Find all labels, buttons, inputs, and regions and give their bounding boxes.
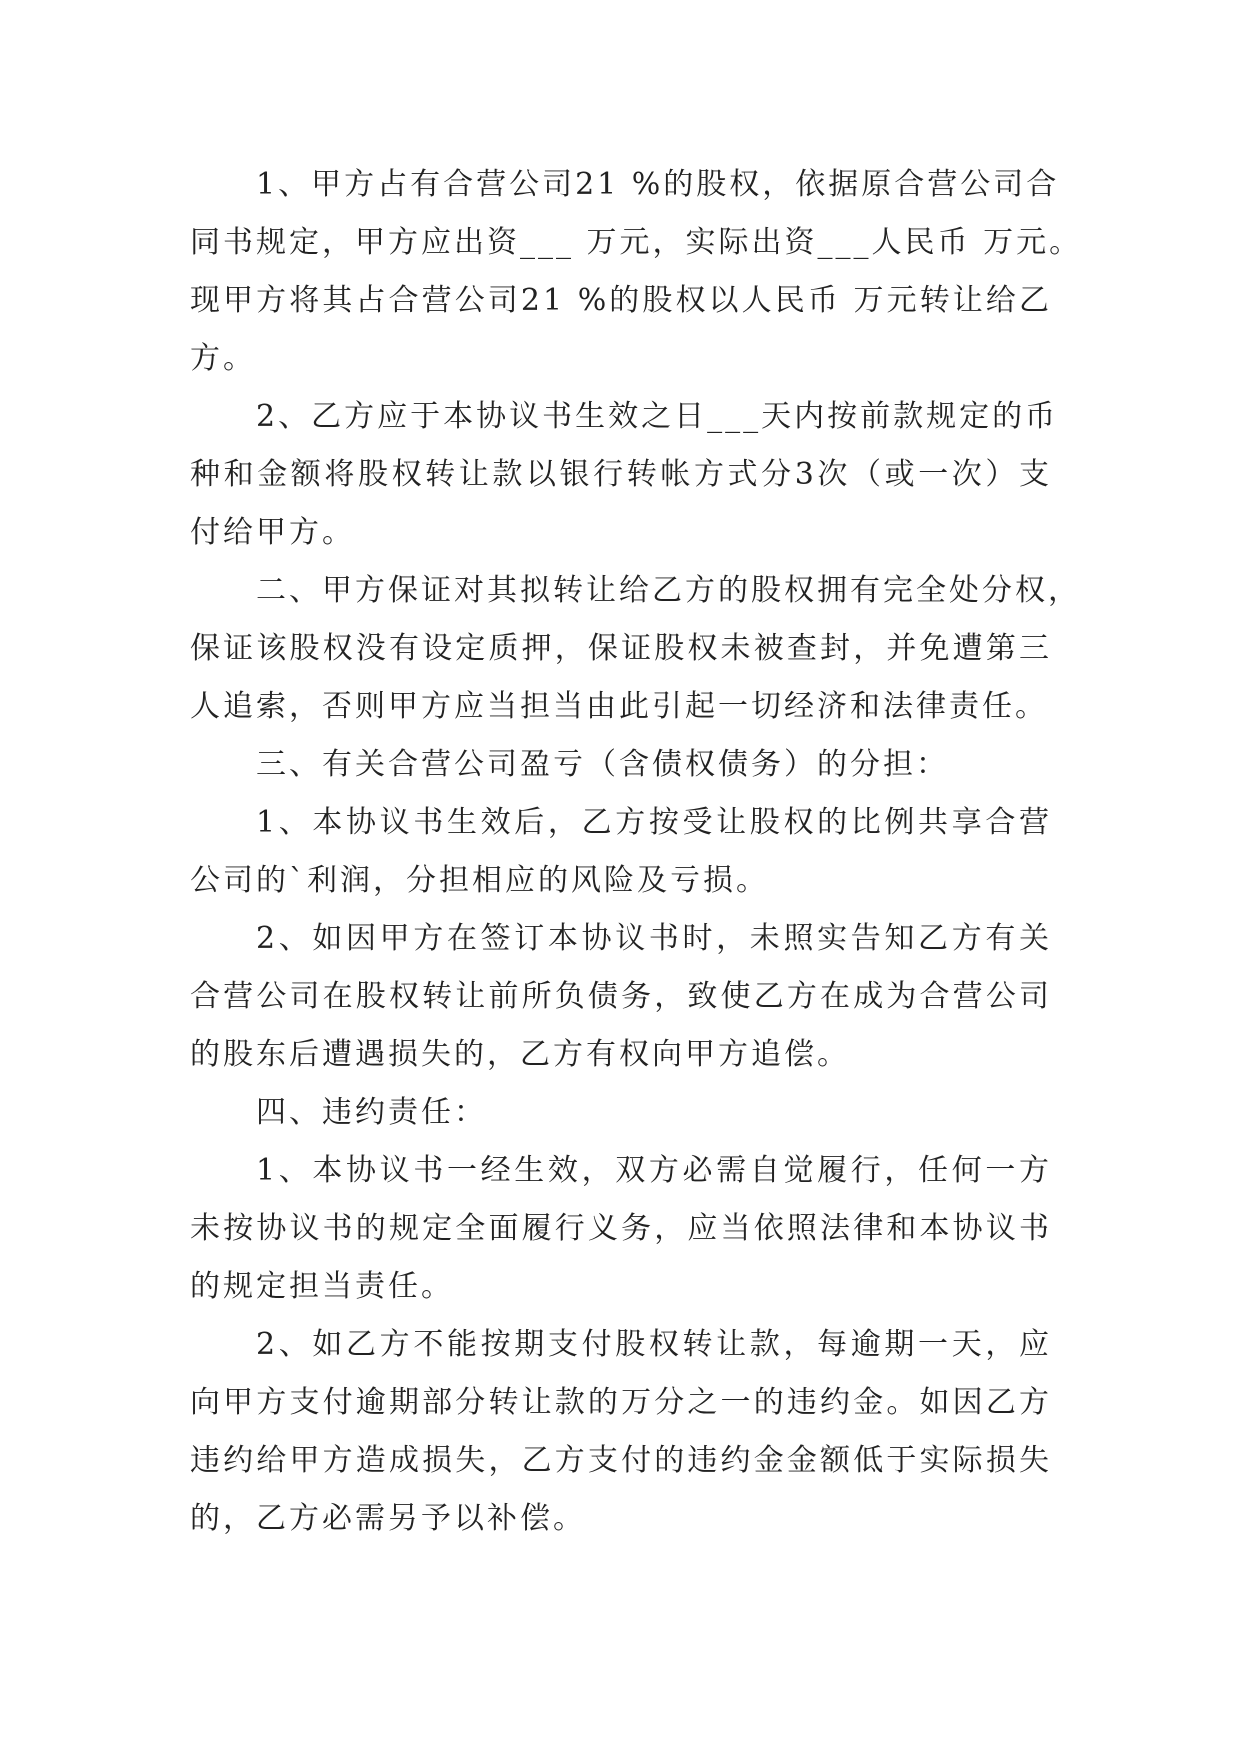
- paragraph-line: 2、如乙方不能按期支付股权转让款，每逾期一天，应: [256, 1327, 1052, 1362]
- document-body: [190, 156, 1083, 1548]
- paragraph-profit-sharing: [190, 794, 1052, 910]
- section-heading-breach: [190, 1084, 1052, 1142]
- paragraph-debt-disclosure: [190, 910, 1052, 1084]
- paragraph-line: 违约给甲方造成损失，乙方支付的违约金金额低于实际损失: [190, 1443, 1052, 1478]
- paragraph-payment-terms: [190, 388, 1059, 562]
- section-heading-profit-loss: [190, 736, 1052, 794]
- paragraph-line: 四、违约责任：: [256, 1095, 487, 1130]
- paragraph-line: 的股东后遭遇损失的，乙方有权向甲方追偿。: [190, 1037, 850, 1072]
- paragraph-line: 的规定担当责任。: [190, 1269, 454, 1304]
- paragraph-line: 2、如因甲方在签订本协议书时，未照实告知乙方有关: [256, 921, 1052, 956]
- paragraph-late-payment-penalty: [190, 1316, 1052, 1548]
- paragraph-line: 向甲方支付逾期部分转让款的万分之一的违约金。如因乙方: [190, 1385, 1052, 1420]
- paragraph-line: 人追索，否则甲方应当担当由此引起一切经济和法律责任。: [190, 689, 1048, 724]
- paragraph-warranty: [190, 562, 1081, 736]
- paragraph-line: 方。: [190, 341, 256, 376]
- paragraph-line: 2、乙方应于本协议书生效之日___天内按前款规定的币: [256, 399, 1059, 434]
- paragraph-line: 保证该股权没有设定质押，保证股权未被查封，并免遭第三: [190, 631, 1052, 666]
- paragraph-performance-obligation: [190, 1142, 1052, 1316]
- paragraph-line: 三、有关合营公司盈亏（含债权债务）的分担：: [256, 747, 949, 782]
- paragraph-line: 付给甲方。: [190, 515, 355, 550]
- paragraph-line: 种和金额将股权转让款以银行转帐方式分3次（或一次）支: [190, 457, 1052, 492]
- paragraph-line: 公司的`利润，分担相应的风险及亏损。: [190, 863, 769, 898]
- paragraph-line: 1、本协议书生效后，乙方按受让股权的比例共享合营: [256, 805, 1052, 840]
- paragraph-line: 未按协议书的规定全面履行义务，应当依照法律和本协议书: [190, 1211, 1052, 1246]
- paragraph-line: 1、甲方占有合营公司21 %的股权，依据原合营公司合: [256, 167, 1060, 202]
- paragraph-line: 1、本协议书一经生效，双方必需自觉履行，任何一方: [256, 1153, 1052, 1188]
- paragraph-line: 二、甲方保证对其拟转让给乙方的股权拥有完全处分权，: [256, 573, 1081, 608]
- paragraph-line: 的，乙方必需另予以补偿。: [190, 1501, 586, 1536]
- paragraph-line: 同书规定，甲方应出资___ 万元，实际出资___人民币 万元。: [190, 225, 1083, 260]
- paragraph-line: 现甲方将其占合营公司21 %的股权以人民币 万元转让给乙: [190, 283, 1052, 318]
- paragraph-line: 合营公司在股权转让前所负债务，致使乙方在成为合营公司: [190, 979, 1052, 1014]
- paragraph-share-transfer-price: [190, 156, 1083, 388]
